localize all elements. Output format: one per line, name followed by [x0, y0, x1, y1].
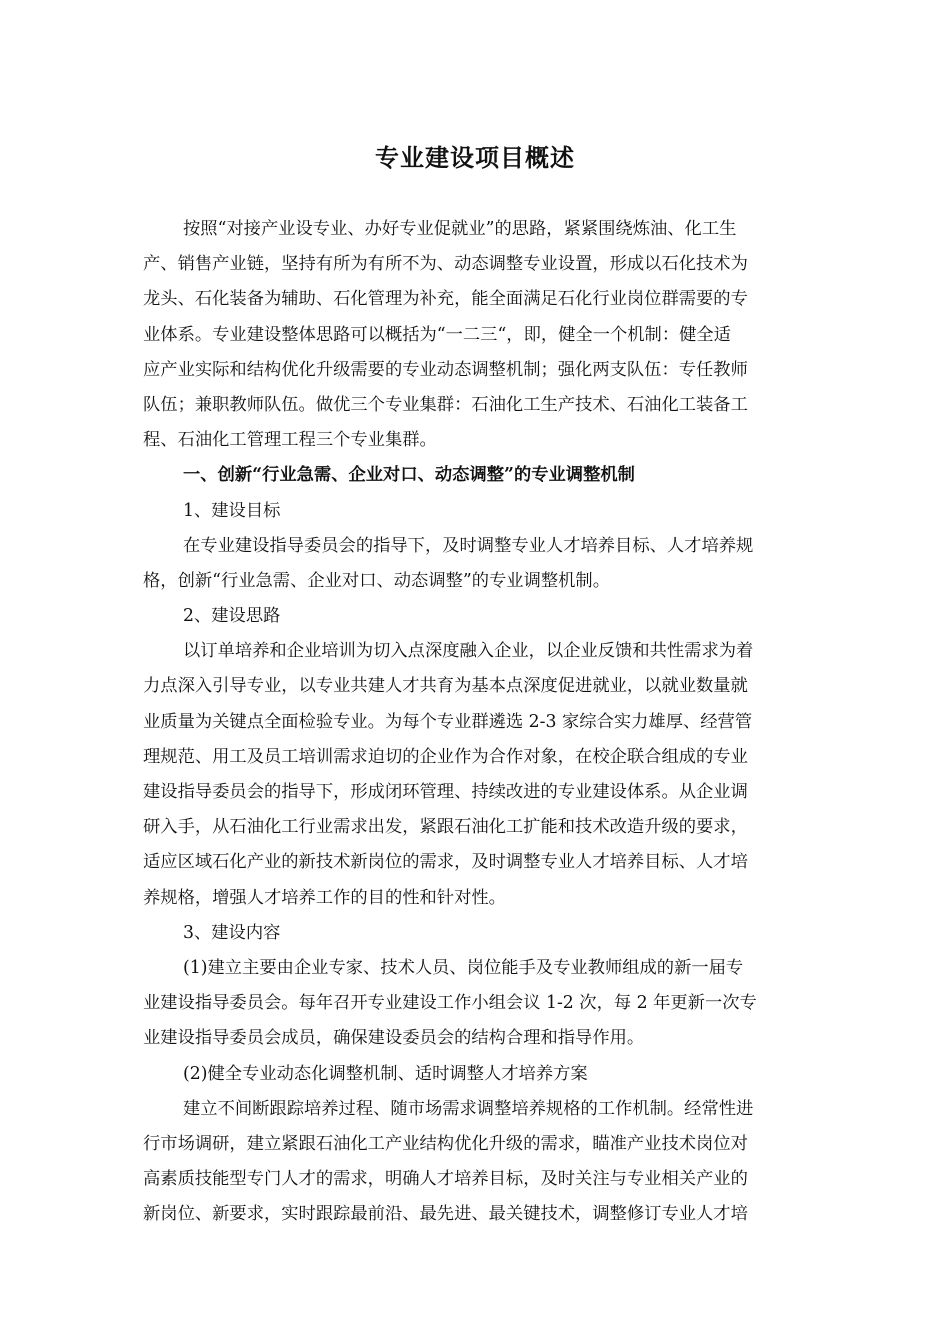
document-body: [143, 212, 807, 1232]
text-line: 养规格，增强人才培养工作的目的性和针对性。: [143, 887, 506, 908]
text-line: 队伍；兼职教师队伍。做优三个专业集群：石油化工生产技术、石油化工装备工: [143, 394, 748, 415]
text-line: 在专业建设指导委员会的指导下，及时调整专业人才培养目标、人才培养规: [183, 535, 754, 556]
text-line: 建立不间断跟踪培养过程、随市场需求调整培养规格的工作机制。经常性进: [183, 1098, 754, 1119]
text-line: 3、建设内容: [183, 922, 281, 943]
text-line: 2、建设思路: [183, 606, 281, 627]
page-title: 专业建设项目概述: [375, 144, 575, 172]
text-line: 力点深入引导专业，以专业共建人才共育为基本点深度促进就业，以就业数量就: [143, 676, 748, 697]
text-line: 以订单培养和企业培训为切入点深度融入企业，以企业反馈和共性需求为着: [183, 641, 754, 662]
text-line: 建设指导委员会的指导下，形成闭环管理、持续改进的专业建设体系。从企业调: [143, 782, 748, 802]
text-line: 业建设指导委员会。每年召开专业建设工作小组会议 1-2 次，每 2 年更新一次专: [143, 993, 757, 1014]
text-line: 业质量为关键点全面检验专业。为每个专业群遴选 2-3 家综合实力雄厚、经营管: [143, 711, 753, 732]
text-line: 业体系。专业建设整体思路可以概括为“一二三“，即，健全一个机制：健全适: [143, 324, 731, 345]
section-heading-line: 一、创新“行业急需、企业对口、动态调整”的专业调整机制: [183, 465, 635, 486]
text-line: 龙头、石化装备为辅助、石化管理为补充，能全面满足石化行业岗位群需要的专: [143, 289, 748, 310]
text-line: 业建设指导委员会成员，确保建设委员会的结构合理和指导作用。: [143, 1028, 645, 1049]
text-line: 适应区域石化产业的新技术新岗位的需求，及时调整专业人才培养目标、人才培: [143, 852, 748, 873]
text-line: (1)建立主要由企业专家、技术人员、岗位能手及专业教师组成的新一届专: [183, 957, 744, 978]
text-line: 格，创新“行业急需、企业对口、动态调整”的专业调整机制。: [143, 570, 610, 591]
text-line: 高素质技能型专门人才的需求，明确人才培养目标，及时关注与专业相关产业的: [143, 1169, 748, 1190]
text-line: 按照“对接产业设专业、办好专业促就业”的思路，紧紧围绕炼油、化工生: [183, 219, 737, 239]
text-line: 1、建设目标: [183, 500, 281, 521]
text-line: 行市场调研，建立紧跟石油化工产业结构优化升级的需求，瞄准产业技术岗位对: [143, 1133, 748, 1154]
text-line: 产、销售产业链，坚持有所为有所不为、动态调整专业设置，形成以石化技术为: [143, 254, 748, 275]
text-line: (2)健全专业动态化调整机制、适时调整人才培养方案: [183, 1063, 588, 1084]
text-line: 理规范、用工及员工培训需求迫切的企业作为合作对象，在校企联合组成的专业: [143, 746, 748, 767]
text-line: 应产业实际和结构优化升级需要的专业动态调整机制；强化两支队伍：专任教师: [143, 359, 748, 380]
text-line: 新岗位、新要求，实时跟踪最前沿、最先进、最关键技术，调整修订专业人才培: [143, 1204, 748, 1225]
text-line: 研入手，从石油化工行业需求出发，紧跟石油化工扩能和技术改造升级的要求，: [143, 817, 748, 838]
text-line: 程、石油化工管理工程三个专业集群。: [143, 430, 437, 451]
